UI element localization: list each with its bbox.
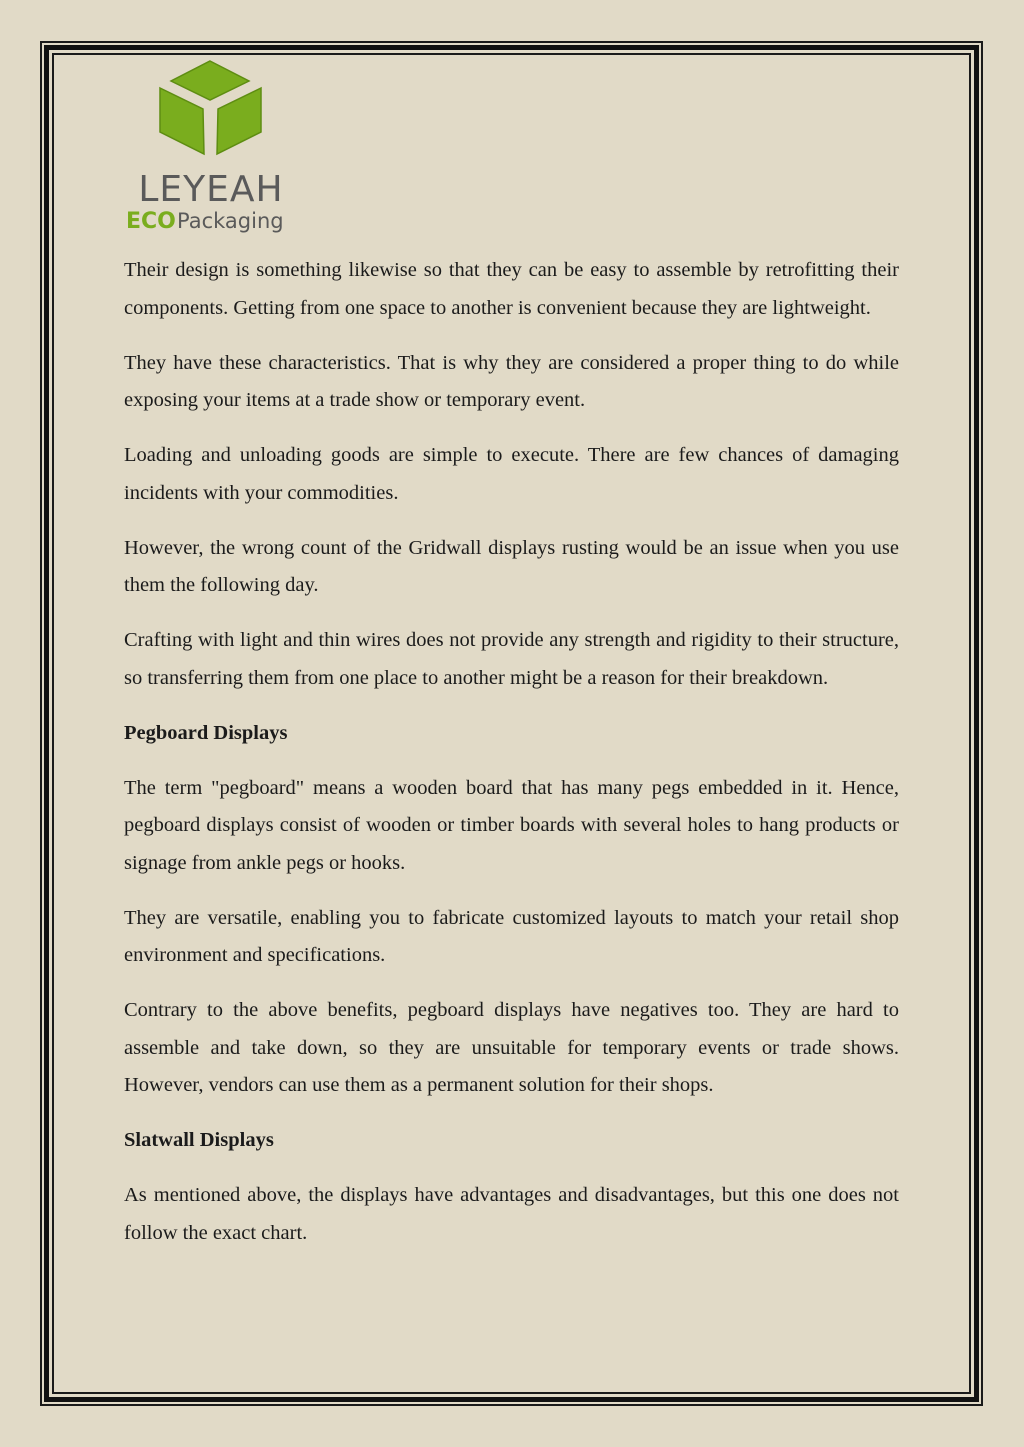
cube-top-face [171, 61, 249, 100]
paragraph-5: Crafting with light and thin wires does not provide any strength and rigidity to their structure, so transferring them from one place to another might be a reason for their breakdown. [124, 629, 899, 689]
paragraph-4: However, the wrong count of the Gridwall displays rusting would be an issue when you use them the following day. [124, 536, 899, 596]
document-body [124, 252, 899, 1270]
paragraph-2: They have these characteristics. That is why they are considered a proper thing to do while exposing your items at a trade show or temporary event. [124, 351, 899, 411]
logo-packaging-text: Packaging [177, 209, 284, 233]
heading-slatwall-displays: Slatwall Displays [124, 1129, 274, 1151]
paragraph-3: Loading and unloading goods are simple to execute. There are few chances of damaging incidents with your commodities. [124, 444, 899, 504]
leyeah-logo [124, 58, 299, 236]
paragraph-9: As mentioned above, the displays have advantages and disadvantages, but this one does not follow the exact chart. [124, 1184, 899, 1244]
logo-eco-text: ECO [126, 209, 176, 234]
paragraph-6: The term "pegboard" means a wooden board that has many pegs embedded in it. Hence, pegboard displays consist of wooden or timber boards with several holes to hang products or signage from ankle pegs or hooks. [124, 776, 899, 874]
cube-logo-icon [124, 58, 299, 236]
cube-left-face [160, 88, 204, 154]
logo-brand-text: LEYEAH [138, 169, 284, 210]
paragraph-8: Contrary to the above benefits, pegboard displays have negatives too. They are hard to assemble and take down, so they are unsuitable for temporary events or trade shows. However, vendors can use them as a permanent solution for their shops. [124, 999, 899, 1096]
heading-pegboard-displays: Pegboard Displays [124, 721, 288, 744]
cube-right-face [217, 88, 261, 154]
paragraph-7: They are versatile, enabling you to fabricate customized layouts to match your retail shop environment and specifications. [124, 906, 899, 966]
paragraph-1: Their design is something likewise so that they can be easy to assemble by retrofitting their components. Getting from one space to another is convenient because they are lightweight. [124, 259, 899, 319]
